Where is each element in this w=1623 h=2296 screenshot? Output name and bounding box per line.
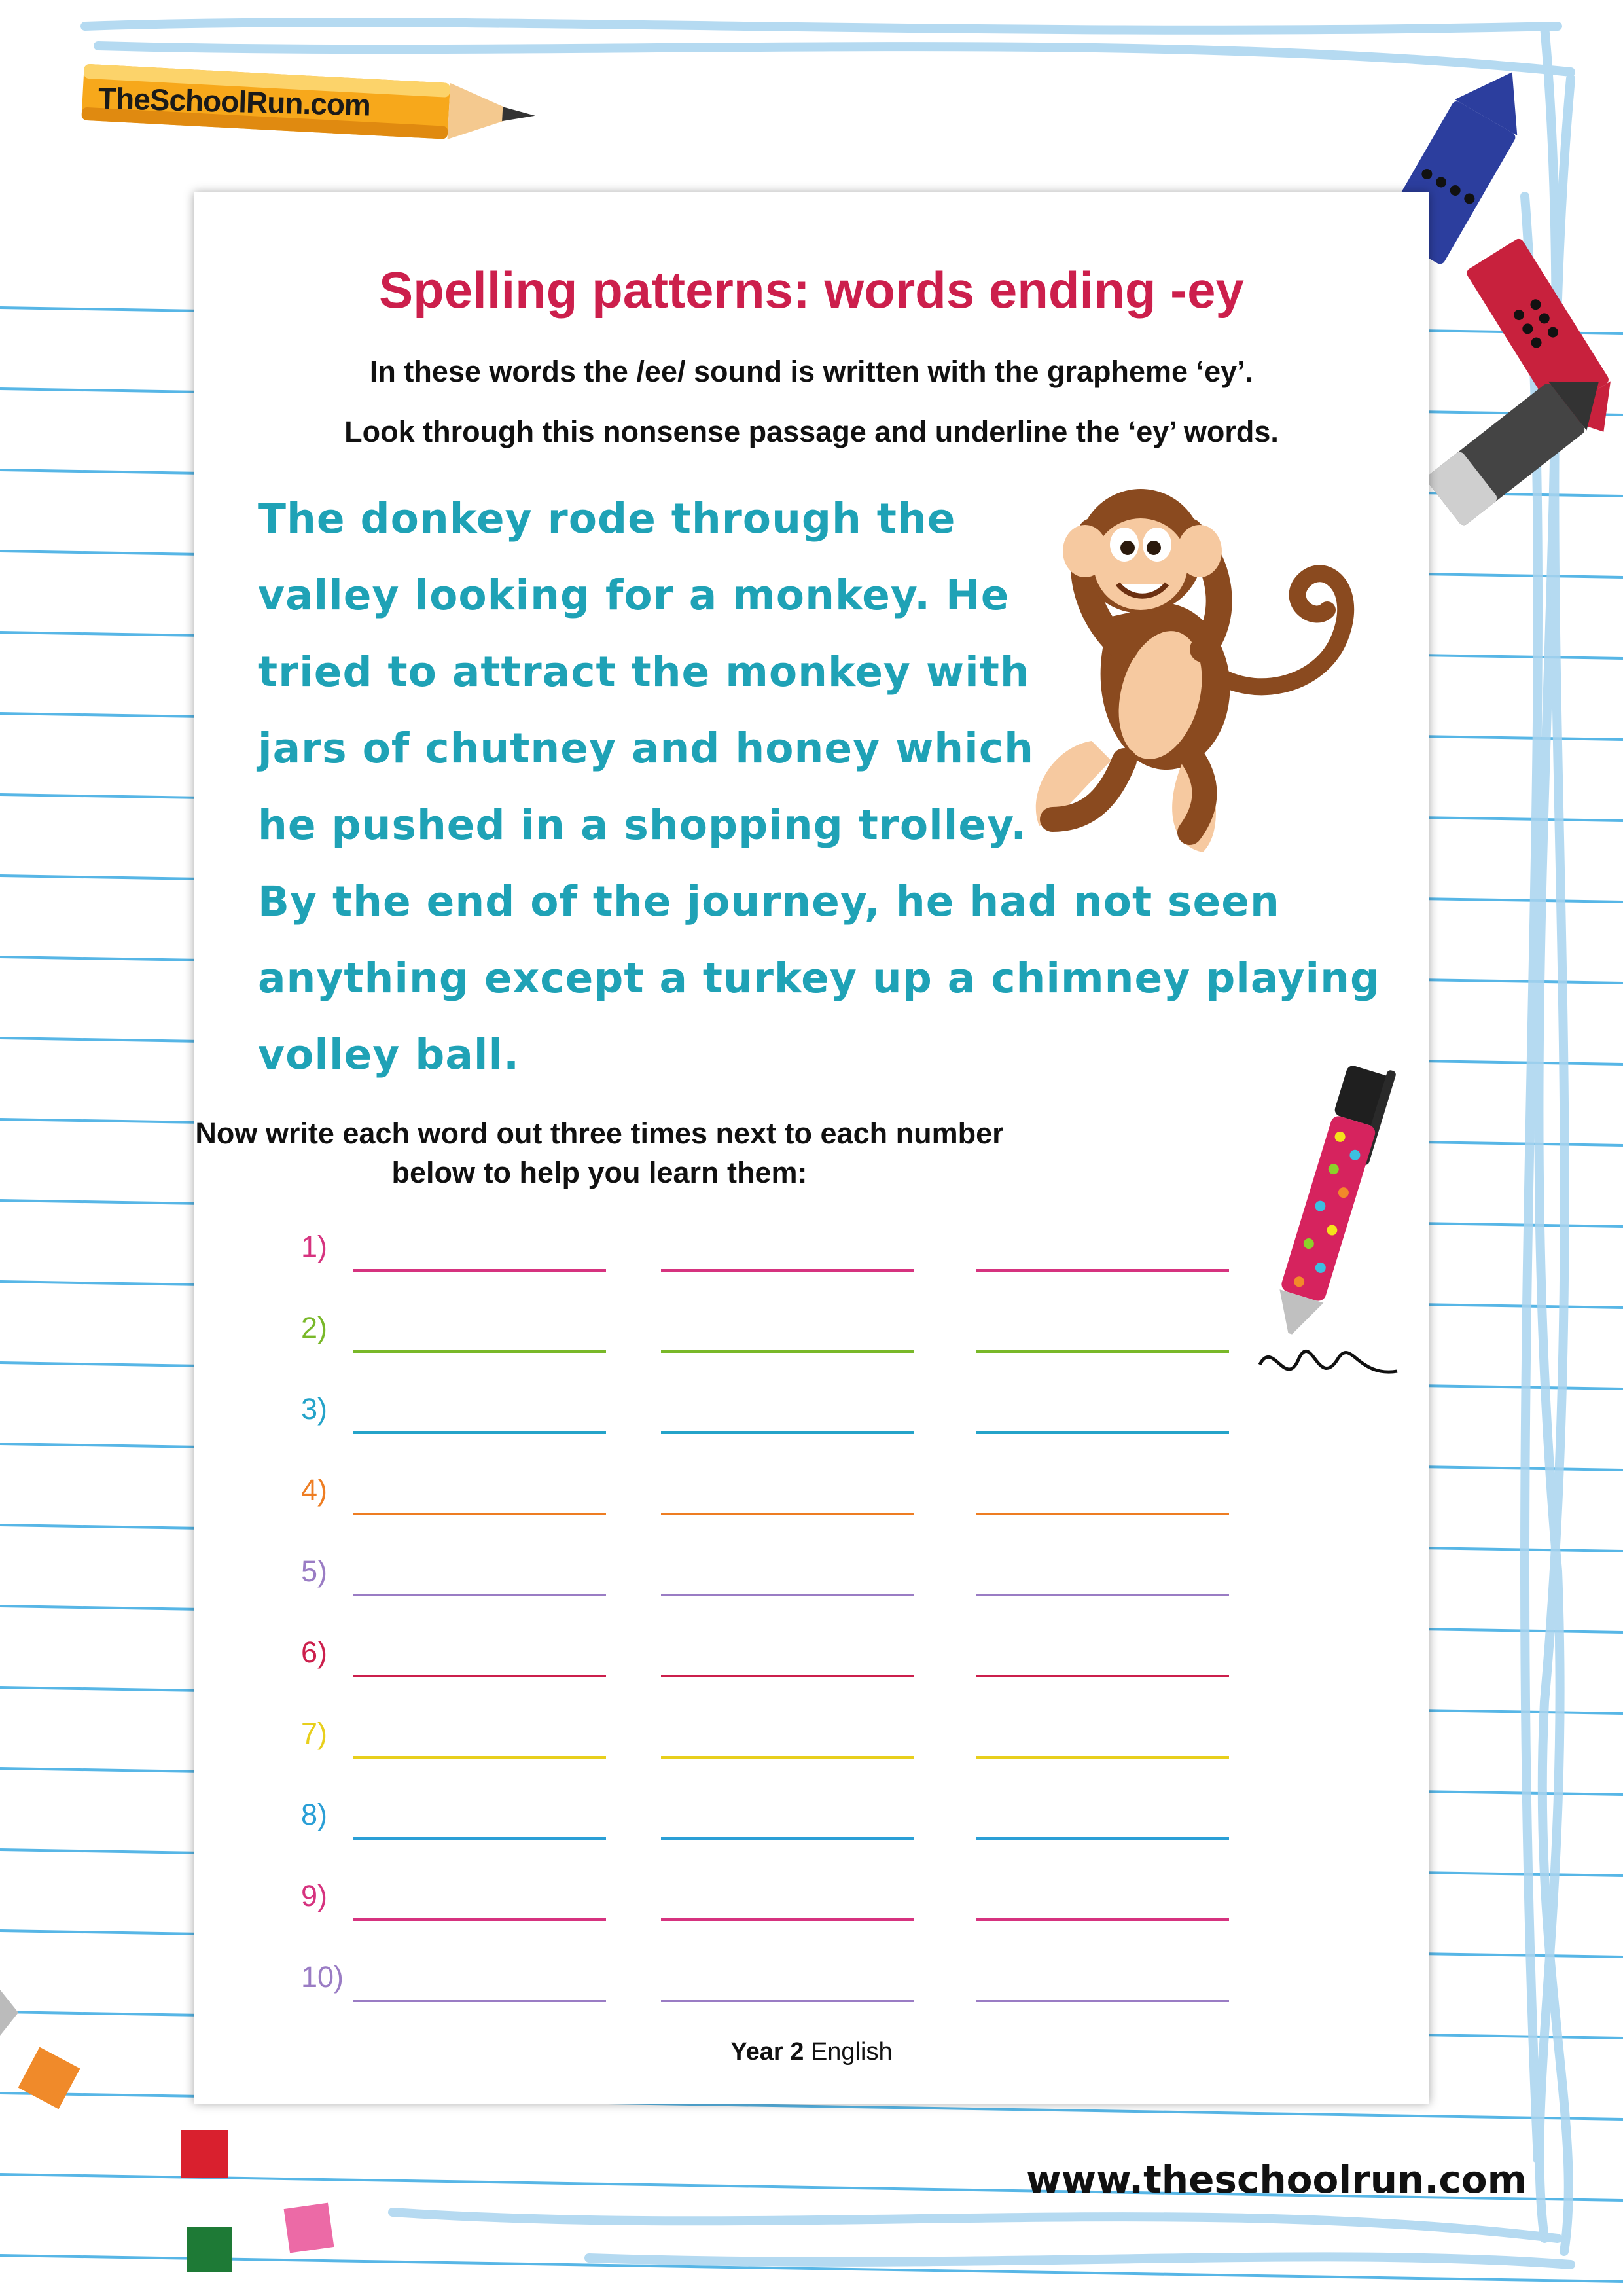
answer-line[interactable] [976,1756,1229,1759]
answer-line[interactable] [353,1756,606,1759]
logo-text: TheSchoolRun.com [98,81,371,122]
writing-row [194,1879,1306,1931]
writing-prompt [194,1114,1005,1193]
answer-line[interactable] [661,1350,914,1353]
footer-year-subject [194,2038,1429,2066]
writing-row [194,1473,1306,1526]
answer-line[interactable] [661,1675,914,1677]
page-title: Spelling patterns: words ending -ey [379,261,1244,319]
answer-line[interactable] [353,2000,606,2002]
writing-row [194,1392,1306,1444]
answer-line[interactable] [976,1269,1229,1272]
answer-line[interactable] [661,1594,914,1596]
answer-line[interactable] [353,1431,606,1434]
answer-line[interactable] [976,2000,1229,2002]
site-url[interactable]: www.theschoolrun.com [1026,2157,1527,2202]
answer-line[interactable] [661,1269,914,1272]
writing-row [194,1311,1306,1363]
passage-line: jars of chutney and honey which [258,725,1034,772]
writing-row [194,1554,1306,1607]
footer-year: Year 2 [730,2038,804,2066]
answer-line[interactable] [353,1269,606,1272]
answer-line[interactable] [661,1756,914,1759]
answer-line[interactable] [976,1431,1229,1434]
answer-line[interactable] [976,1918,1229,1921]
answer-line[interactable] [976,1594,1229,1596]
writing-row [194,1798,1306,1850]
passage-line: valley looking for a monkey. He [258,571,1010,619]
answer-line[interactable] [353,1675,606,1677]
answer-line[interactable] [353,1513,606,1515]
answer-line[interactable] [353,1594,606,1596]
row-number: 10) [301,1960,344,1994]
answer-line[interactable] [661,2000,914,2002]
row-number: 2) [301,1311,328,1344]
answer-line[interactable] [661,1918,914,1921]
row-number: 9) [301,1879,328,1912]
instruction-grapheme: In these words the /ee/ sound is written with the grapheme ‘ey’. [369,355,1254,388]
row-number: 5) [301,1554,328,1588]
row-number: 8) [301,1798,328,1831]
answer-line[interactable] [661,1431,914,1434]
writing-row [194,1230,1306,1282]
writing-row [194,1960,1306,2013]
passage-line: By the end of the journey, he had not seen [258,878,1280,925]
monkey-illustration [1013,453,1380,865]
writing-row [194,1717,1306,1769]
answer-line[interactable] [353,1350,606,1353]
instruction-underline: Look through this nonsense passage and underline the ‘ey’ words. [344,415,1279,448]
row-number: 4) [301,1473,328,1507]
prompt-line-2: below to help you learn them: [391,1156,808,1189]
row-number: 1) [301,1230,328,1263]
passage-line: anything except a turkey up a chimney playing [258,954,1381,1002]
theschoolrun-logo[interactable] [77,56,548,154]
row-number: 3) [301,1392,328,1426]
prompt-line-1: Now write each word out three times next to each number [195,1117,1004,1150]
answer-line[interactable] [661,1513,914,1515]
writing-row [194,1636,1306,1688]
pen-illustration [1247,1050,1404,1391]
answer-line[interactable] [976,1837,1229,1840]
answer-line[interactable] [976,1350,1229,1353]
row-number: 7) [301,1717,328,1750]
passage-line: tried to attract the monkey with [258,648,1030,696]
row-number: 6) [301,1636,328,1669]
answer-line[interactable] [661,1837,914,1840]
passage-line: he pushed in a shopping trolley. [258,801,1027,849]
answer-line[interactable] [976,1675,1229,1677]
passage-line: The donkey rode through the [258,495,956,543]
passage-line: volley ball. [258,1031,520,1079]
answer-line[interactable] [353,1918,606,1921]
answer-line[interactable] [353,1837,606,1840]
footer-subject: English [804,2038,893,2066]
answer-line[interactable] [976,1513,1229,1515]
